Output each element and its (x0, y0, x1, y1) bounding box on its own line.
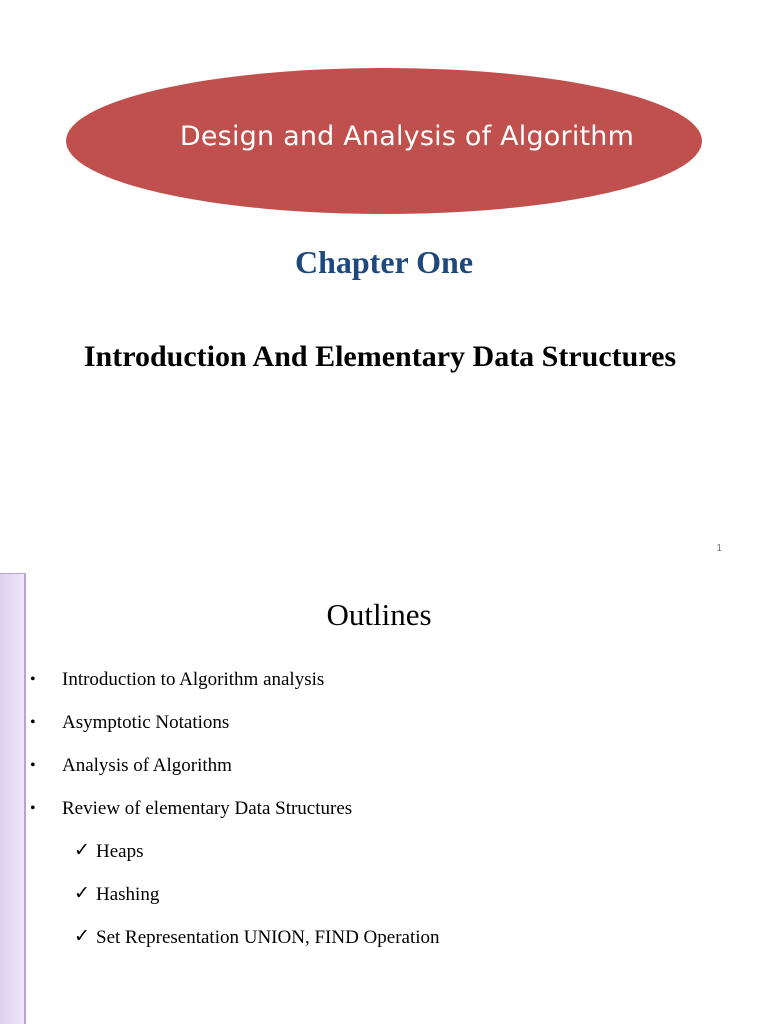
title-ellipse (66, 68, 702, 214)
slide-2 (0, 573, 768, 1024)
page-number: 1 (716, 543, 722, 554)
sub-list-item-text: Set Representation UNION, FIND Operation (96, 927, 440, 948)
list-item-text: Introduction to Algorithm analysis (62, 669, 325, 690)
list-item-text: Review of elementary Data Structures (62, 798, 353, 819)
checkmark-icon: ✓ (74, 925, 90, 947)
bullet-icon: • (30, 800, 36, 817)
sub-list-item-text: Hashing (96, 884, 160, 905)
slide-title: Design and Analysis of Algorithm (179, 120, 635, 152)
checkmark-icon: ✓ (74, 882, 90, 904)
bullet-icon: • (30, 671, 36, 688)
side-accent-bar (0, 573, 26, 1024)
bullet-icon: • (30, 714, 36, 731)
sub-list-item-text: Heaps (96, 841, 144, 862)
list-item-text: Asymptotic Notations (62, 712, 230, 733)
checkmark-icon: ✓ (74, 839, 90, 861)
list-item-text: Analysis of Algorithm (62, 755, 232, 776)
outline-title: Outlines (326, 597, 432, 632)
chapter-subtitle: Introduction And Elementary Data Structures (83, 340, 677, 373)
bullet-icon: • (30, 757, 36, 774)
chapter-heading: Chapter One (294, 244, 474, 280)
